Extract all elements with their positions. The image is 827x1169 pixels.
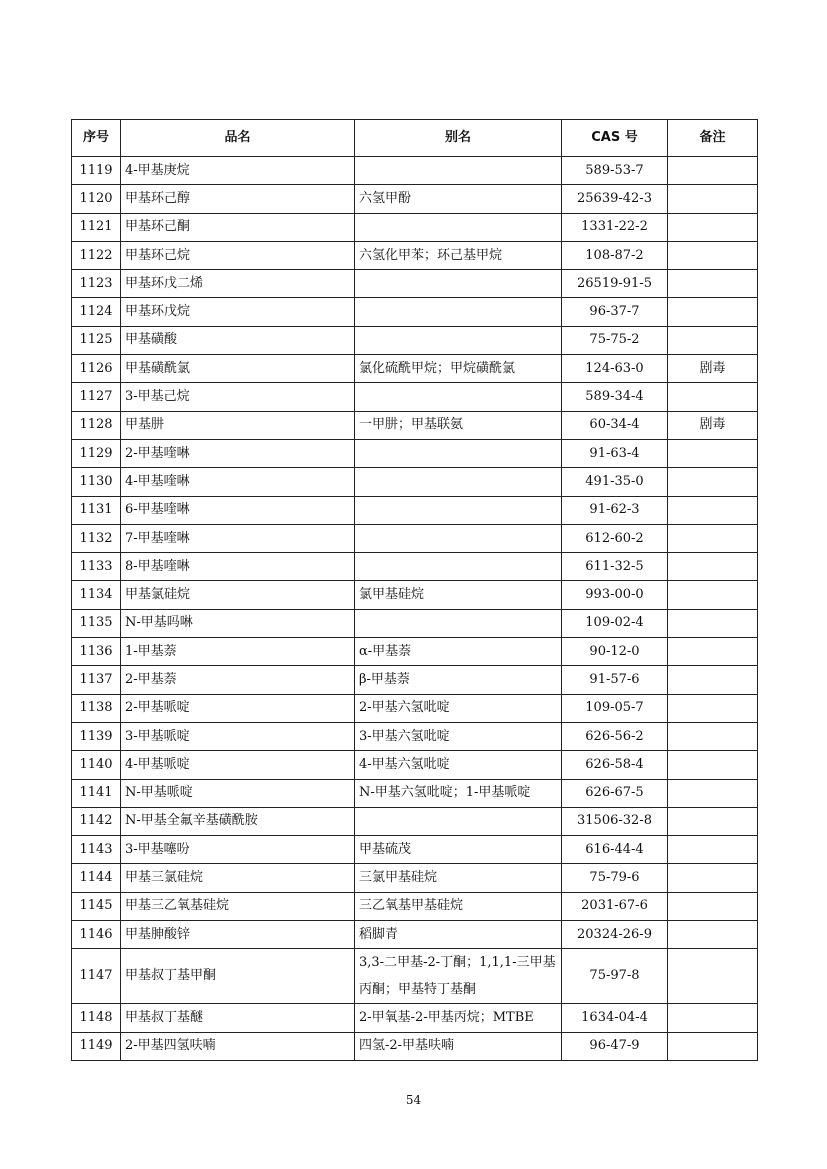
cell-product-name: 3-甲基噻吩 (121, 836, 355, 864)
cell-remarks (668, 298, 758, 326)
table-row (72, 185, 758, 213)
cell-cas-number: 96-47-9 (562, 1032, 668, 1060)
cell-alias: 六氢化甲苯；环己基甲烷 (355, 241, 562, 269)
cell-alias (355, 298, 562, 326)
cell-serial-number: 1135 (72, 609, 121, 637)
cell-serial-number: 1142 (72, 807, 121, 835)
page-number: 54 (405, 1093, 422, 1107)
cell-product-name: 7-甲基喹啉 (121, 524, 355, 552)
cell-cas-number: 20324-26-9 (562, 921, 668, 949)
cell-alias (355, 468, 562, 496)
cell-cas-number: 91-57-6 (562, 666, 668, 694)
table-header-row (72, 120, 758, 157)
cell-serial-number: 1134 (72, 581, 121, 609)
cell-serial-number: 1144 (72, 864, 121, 892)
cell-product-name: 甲基叔丁基醚 (121, 1004, 355, 1032)
cell-alias (355, 807, 562, 835)
table-row (72, 241, 758, 269)
cell-cas-number: 626-58-4 (562, 751, 668, 779)
cell-product-name: 2-甲基萘 (121, 666, 355, 694)
cell-alias (355, 213, 562, 241)
cell-remarks (668, 496, 758, 524)
table-row (72, 326, 758, 354)
cell-alias: N-甲基六氢吡啶；1-甲基哌啶 (355, 779, 562, 807)
cell-product-name: 6-甲基喹啉 (121, 496, 355, 524)
cell-serial-number: 1139 (72, 722, 121, 750)
header-serial-number: 序号 (72, 120, 121, 157)
cell-remarks (668, 864, 758, 892)
cell-cas-number: 589-53-7 (562, 157, 668, 185)
cell-alias: 稻脚青 (355, 921, 562, 949)
cell-serial-number: 1140 (72, 751, 121, 779)
table-row (72, 722, 758, 750)
table-row (72, 355, 758, 383)
cell-product-name: 甲基环己烷 (121, 241, 355, 269)
cell-remarks (668, 751, 758, 779)
cell-remarks (668, 326, 758, 354)
cell-cas-number: 1331-22-2 (562, 213, 668, 241)
cell-remarks (668, 581, 758, 609)
cell-serial-number: 1125 (72, 326, 121, 354)
table-row (72, 1032, 758, 1060)
cell-cas-number: 1634-04-4 (562, 1004, 668, 1032)
table-row (72, 298, 758, 326)
cell-cas-number: 91-63-4 (562, 439, 668, 467)
cell-remarks (668, 807, 758, 835)
cell-cas-number: 25639-42-3 (562, 185, 668, 213)
cell-remarks (668, 779, 758, 807)
cell-serial-number: 1128 (72, 411, 121, 439)
cell-product-name: 4-甲基喹啉 (121, 468, 355, 496)
cell-product-name: 甲基磺酸 (121, 326, 355, 354)
cell-product-name: 甲基叔丁基甲酮 (121, 949, 355, 1004)
cell-alias: 氯化硫酰甲烷；甲烷磺酰氯 (355, 355, 562, 383)
cell-alias (355, 524, 562, 552)
cell-serial-number: 1137 (72, 666, 121, 694)
cell-remarks (668, 553, 758, 581)
table-row (72, 666, 758, 694)
table-row (72, 270, 758, 298)
cell-cas-number: 91-62-3 (562, 496, 668, 524)
cell-serial-number: 1123 (72, 270, 121, 298)
cell-serial-number: 1121 (72, 213, 121, 241)
table-row (72, 921, 758, 949)
cell-product-name: 2-甲基喹啉 (121, 439, 355, 467)
cell-serial-number: 1124 (72, 298, 121, 326)
table-row (72, 807, 758, 835)
chemical-list-table (71, 119, 758, 1061)
table-row (72, 864, 758, 892)
table-row (72, 892, 758, 920)
cell-product-name: 甲基环戊二烯 (121, 270, 355, 298)
cell-alias: α-甲基萘 (355, 638, 562, 666)
cell-remarks (668, 1032, 758, 1060)
cell-product-name: 2-甲基哌啶 (121, 694, 355, 722)
cell-remarks: 剧毒 (668, 355, 758, 383)
cell-cas-number: 124-63-0 (562, 355, 668, 383)
cell-product-name: 甲基三氯硅烷 (121, 864, 355, 892)
cell-cas-number: 75-75-2 (562, 326, 668, 354)
cell-serial-number: 1136 (72, 638, 121, 666)
cell-alias: 三乙氧基甲基硅烷 (355, 892, 562, 920)
header-alias: 别名 (355, 120, 562, 157)
cell-serial-number: 1143 (72, 836, 121, 864)
cell-serial-number: 1132 (72, 524, 121, 552)
cell-remarks (668, 213, 758, 241)
cell-alias (355, 383, 562, 411)
header-remarks: 备注 (668, 120, 758, 157)
table-row (72, 836, 758, 864)
cell-cas-number: 611-32-5 (562, 553, 668, 581)
cell-cas-number: 60-34-4 (562, 411, 668, 439)
table-row (72, 524, 758, 552)
cell-serial-number: 1141 (72, 779, 121, 807)
cell-cas-number: 96-37-7 (562, 298, 668, 326)
cell-alias: 四氢-2-甲基呋喃 (355, 1032, 562, 1060)
cell-alias: 甲基硫茂 (355, 836, 562, 864)
cell-alias (355, 439, 562, 467)
cell-serial-number: 1126 (72, 355, 121, 383)
table-row (72, 496, 758, 524)
cell-serial-number: 1145 (72, 892, 121, 920)
cell-cas-number: 626-56-2 (562, 722, 668, 750)
cell-serial-number: 1147 (72, 949, 121, 1004)
cell-remarks (668, 383, 758, 411)
cell-cas-number: 993-00-0 (562, 581, 668, 609)
cell-remarks (668, 949, 758, 1004)
header-cas-number: CAS 号 (562, 120, 668, 157)
cell-cas-number: 31506-32-8 (562, 807, 668, 835)
cell-product-name: 1-甲基萘 (121, 638, 355, 666)
cell-serial-number: 1130 (72, 468, 121, 496)
cell-product-name: 甲基环戊烷 (121, 298, 355, 326)
table-row (72, 581, 758, 609)
cell-serial-number: 1122 (72, 241, 121, 269)
cell-serial-number: 1146 (72, 921, 121, 949)
cell-cas-number: 2031-67-6 (562, 892, 668, 920)
table-row (72, 411, 758, 439)
cell-cas-number: 109-02-4 (562, 609, 668, 637)
cell-serial-number: 1120 (72, 185, 121, 213)
cell-alias (355, 270, 562, 298)
cell-cas-number: 26519-91-5 (562, 270, 668, 298)
cell-alias: 2-甲基六氢吡啶 (355, 694, 562, 722)
cell-remarks (668, 185, 758, 213)
cell-cas-number: 75-79-6 (562, 864, 668, 892)
cell-product-name: 8-甲基喹啉 (121, 553, 355, 581)
cell-alias (355, 609, 562, 637)
cell-serial-number: 1148 (72, 1004, 121, 1032)
header-product-name: 品名 (121, 120, 355, 157)
cell-cas-number: 75-97-8 (562, 949, 668, 1004)
cell-product-name: 3-甲基哌啶 (121, 722, 355, 750)
cell-remarks: 剧毒 (668, 411, 758, 439)
table-row (72, 694, 758, 722)
cell-remarks (668, 694, 758, 722)
cell-remarks (668, 524, 758, 552)
cell-cas-number: 90-12-0 (562, 638, 668, 666)
cell-serial-number: 1127 (72, 383, 121, 411)
cell-product-name: 4-甲基哌啶 (121, 751, 355, 779)
table-row (72, 383, 758, 411)
table-row (72, 609, 758, 637)
table-row (72, 1004, 758, 1032)
cell-remarks (668, 270, 758, 298)
cell-alias: 2-甲氧基-2-甲基丙烷；MTBE (355, 1004, 562, 1032)
cell-product-name: 甲基环己醇 (121, 185, 355, 213)
cell-product-name: 甲基环己酮 (121, 213, 355, 241)
cell-product-name: N-甲基哌啶 (121, 779, 355, 807)
cell-remarks (668, 921, 758, 949)
cell-remarks (668, 468, 758, 496)
cell-remarks (668, 157, 758, 185)
table-row (72, 553, 758, 581)
cell-product-name: 甲基三乙氧基硅烷 (121, 892, 355, 920)
table-row (72, 638, 758, 666)
cell-product-name: 3-甲基己烷 (121, 383, 355, 411)
cell-alias: 氯甲基硅烷 (355, 581, 562, 609)
cell-remarks (668, 722, 758, 750)
cell-serial-number: 1133 (72, 553, 121, 581)
cell-remarks (668, 892, 758, 920)
table-row (72, 439, 758, 467)
table-body (72, 157, 758, 1061)
cell-cas-number: 109-05-7 (562, 694, 668, 722)
cell-alias: 三氯甲基硅烷 (355, 864, 562, 892)
cell-serial-number: 1131 (72, 496, 121, 524)
cell-remarks (668, 1004, 758, 1032)
table-row (72, 751, 758, 779)
cell-remarks (668, 836, 758, 864)
table-row (72, 157, 758, 185)
cell-alias (355, 553, 562, 581)
table-row (72, 779, 758, 807)
cell-cas-number: 626-67-5 (562, 779, 668, 807)
cell-product-name: 4-甲基庚烷 (121, 157, 355, 185)
cell-alias: β-甲基萘 (355, 666, 562, 694)
cell-product-name: N-甲基吗啉 (121, 609, 355, 637)
cell-product-name: 甲基肼 (121, 411, 355, 439)
cell-cas-number: 612-60-2 (562, 524, 668, 552)
cell-serial-number: 1119 (72, 157, 121, 185)
cell-alias: 一甲肼；甲基联氨 (355, 411, 562, 439)
cell-serial-number: 1138 (72, 694, 121, 722)
cell-alias (355, 157, 562, 185)
cell-product-name: N-甲基全氟辛基磺酰胺 (121, 807, 355, 835)
cell-remarks (668, 638, 758, 666)
cell-remarks (668, 666, 758, 694)
cell-alias (355, 496, 562, 524)
cell-cas-number: 616-44-4 (562, 836, 668, 864)
table-row (72, 949, 758, 1004)
cell-remarks (668, 241, 758, 269)
cell-alias: 3-甲基六氢吡啶 (355, 722, 562, 750)
cell-product-name: 2-甲基四氢呋喃 (121, 1032, 355, 1060)
cell-cas-number: 589-34-4 (562, 383, 668, 411)
cell-remarks (668, 609, 758, 637)
cell-serial-number: 1149 (72, 1032, 121, 1060)
cell-product-name: 甲基氯硅烷 (121, 581, 355, 609)
cell-alias: 3,3-二甲基-2-丁酮；1,1,1-三甲基丙酮；甲基特丁基酮 (355, 949, 562, 1004)
table-row (72, 213, 758, 241)
cell-alias (355, 326, 562, 354)
cell-cas-number: 491-35-0 (562, 468, 668, 496)
cell-product-name: 甲基胂酸锌 (121, 921, 355, 949)
cell-alias: 4-甲基六氢吡啶 (355, 751, 562, 779)
cell-alias: 六氢甲酚 (355, 185, 562, 213)
table-row (72, 468, 758, 496)
cell-serial-number: 1129 (72, 439, 121, 467)
cell-cas-number: 108-87-2 (562, 241, 668, 269)
cell-remarks (668, 439, 758, 467)
cell-product-name: 甲基磺酰氯 (121, 355, 355, 383)
